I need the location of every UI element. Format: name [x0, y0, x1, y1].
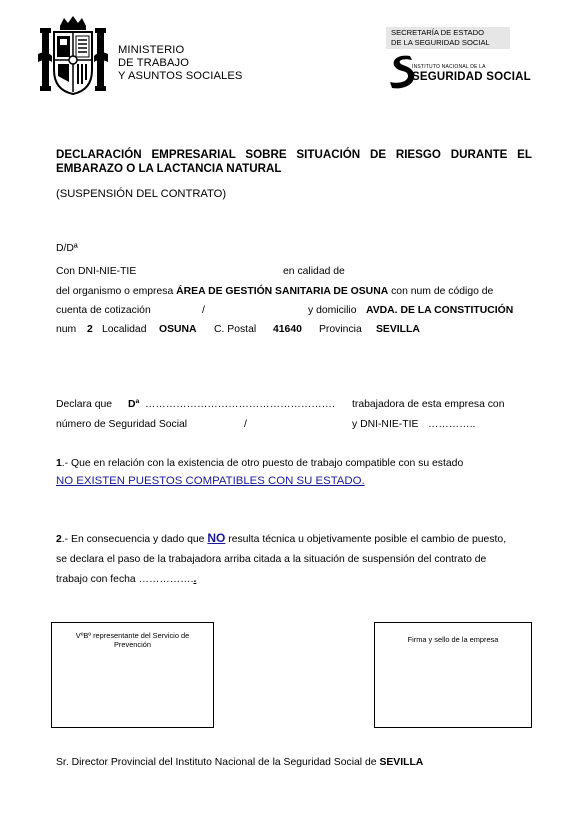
inss-big-text: SEGURIDAD SOCIAL: [412, 71, 531, 83]
salutation: D/Dª: [56, 243, 78, 254]
document-title: DECLARACIÓN EMPRESARIAL SOBRE SITUACIÓN DE RIESGO DURANTE EL EMBARAZO O LA LACTANCIA NATURAL: [56, 148, 532, 175]
dni-dots: …………..: [428, 419, 476, 430]
ministry-line-3: Y ASUNTOS SOCIALES: [118, 70, 243, 82]
point-2-fecha-dots: …………….: [138, 574, 194, 585]
ministry-line-1: MINISTERIO: [118, 44, 185, 56]
organismo-prefix: del organismo o empresa: [56, 286, 174, 297]
point-2-text-b: resulta técnica u objetivamente posible el cambio de puesto,: [228, 534, 507, 545]
num-label: num: [56, 324, 77, 335]
declara-suffix: trabajadora de esta empresa con: [352, 399, 505, 410]
coat-of-arms-icon: [38, 14, 108, 98]
prevencion-box-label: VºBº representante del Servicio de Prevención: [75, 631, 190, 649]
point-1-number: 1: [56, 458, 62, 469]
empresa-signature-box: [374, 622, 532, 728]
organismo-line: [56, 285, 532, 298]
num-value: 2: [87, 324, 93, 335]
point-1-answer: [56, 475, 532, 488]
point-2-fecha-label: trabajo con fecha: [56, 574, 136, 585]
numero-ss-line: [56, 418, 532, 431]
declara-dona: Dª: [128, 399, 140, 410]
en-calidad-label: en calidad de: [283, 266, 345, 277]
domicilio-value: AVDA. DE LA CONSTITUCIÓN: [366, 305, 514, 316]
secretaria-line-2: DE LA SEGURIDAD SOCIAL: [391, 38, 490, 47]
declara-dots: ……………………………………………….: [145, 399, 335, 410]
point-2-fecha-end: .: [193, 574, 197, 585]
declara-line: [56, 398, 532, 411]
point-2-text-a: .- En consecuencia y dado que: [61, 534, 205, 545]
numero-ss-label: número de Seguridad Social: [56, 419, 188, 430]
domicilio-label: y domicilio: [308, 305, 357, 316]
inss-small-text: INSTITUTO NACIONAL DE LA: [412, 64, 486, 70]
localidad-value: OSUNA: [159, 324, 197, 335]
localidad-label: Localidad: [102, 324, 147, 335]
point-2-line-3: [56, 573, 532, 586]
empresa-name: ÁREA DE GESTIÓN SANITARIA DE OSUNA: [176, 286, 389, 297]
document-subtitle: (SUSPENSIÓN DEL CONTRATO): [56, 188, 227, 200]
point-2-line-2: se declara el paso de la trabajadora arriba citada a la situación de suspensión del contrato de: [56, 554, 487, 565]
address-line: [56, 323, 532, 336]
cuenta-label: cuenta de cotización: [56, 305, 151, 316]
organismo-suffix: con num de código de: [391, 286, 494, 297]
footer-addressee: [56, 756, 532, 769]
provincia-value: SEVILLA: [376, 324, 420, 335]
ministry-name: [118, 44, 243, 83]
point-2-line-1: [56, 532, 532, 546]
empresa-box-label: Firma y sello de la empresa: [407, 635, 499, 644]
secretaria-label: [386, 27, 510, 49]
cp-value: 41640: [273, 324, 302, 335]
cuenta-slash: /: [202, 305, 205, 316]
footer-text: Sr. Director Provincial del Instituto Nacional de la Seguridad Social de: [56, 757, 377, 768]
provincia-label: Provincia: [319, 324, 362, 335]
footer-province: SEVILLA: [379, 757, 424, 768]
dni-line: [56, 265, 532, 278]
prevencion-signature-box: [51, 622, 214, 728]
point-2-number: 2: [56, 534, 62, 545]
con-dni-label: Con DNI-NIE-TIE: [56, 266, 137, 277]
ss-slash: /: [244, 419, 247, 430]
dni-label: y DNI-NIE-TIE: [352, 419, 419, 430]
cp-label: C. Postal: [214, 324, 257, 335]
point-2-no: NO: [207, 531, 226, 545]
point-1-text: [56, 457, 532, 470]
declara-prefix: Declara que: [56, 399, 113, 410]
point-1-statement: .- Que en relación con la existencia de otro puesto de trabajo compatible con su estado: [61, 458, 464, 469]
ministry-line-2: DE TRABAJO: [118, 57, 190, 69]
point-1-answer-text: NO EXISTEN PUESTOS COMPATIBLES CON SU ESTADO.: [56, 475, 365, 487]
cuenta-line: [56, 304, 532, 317]
secretaria-line-1: SECRETARÍA DE ESTADO: [391, 28, 484, 37]
